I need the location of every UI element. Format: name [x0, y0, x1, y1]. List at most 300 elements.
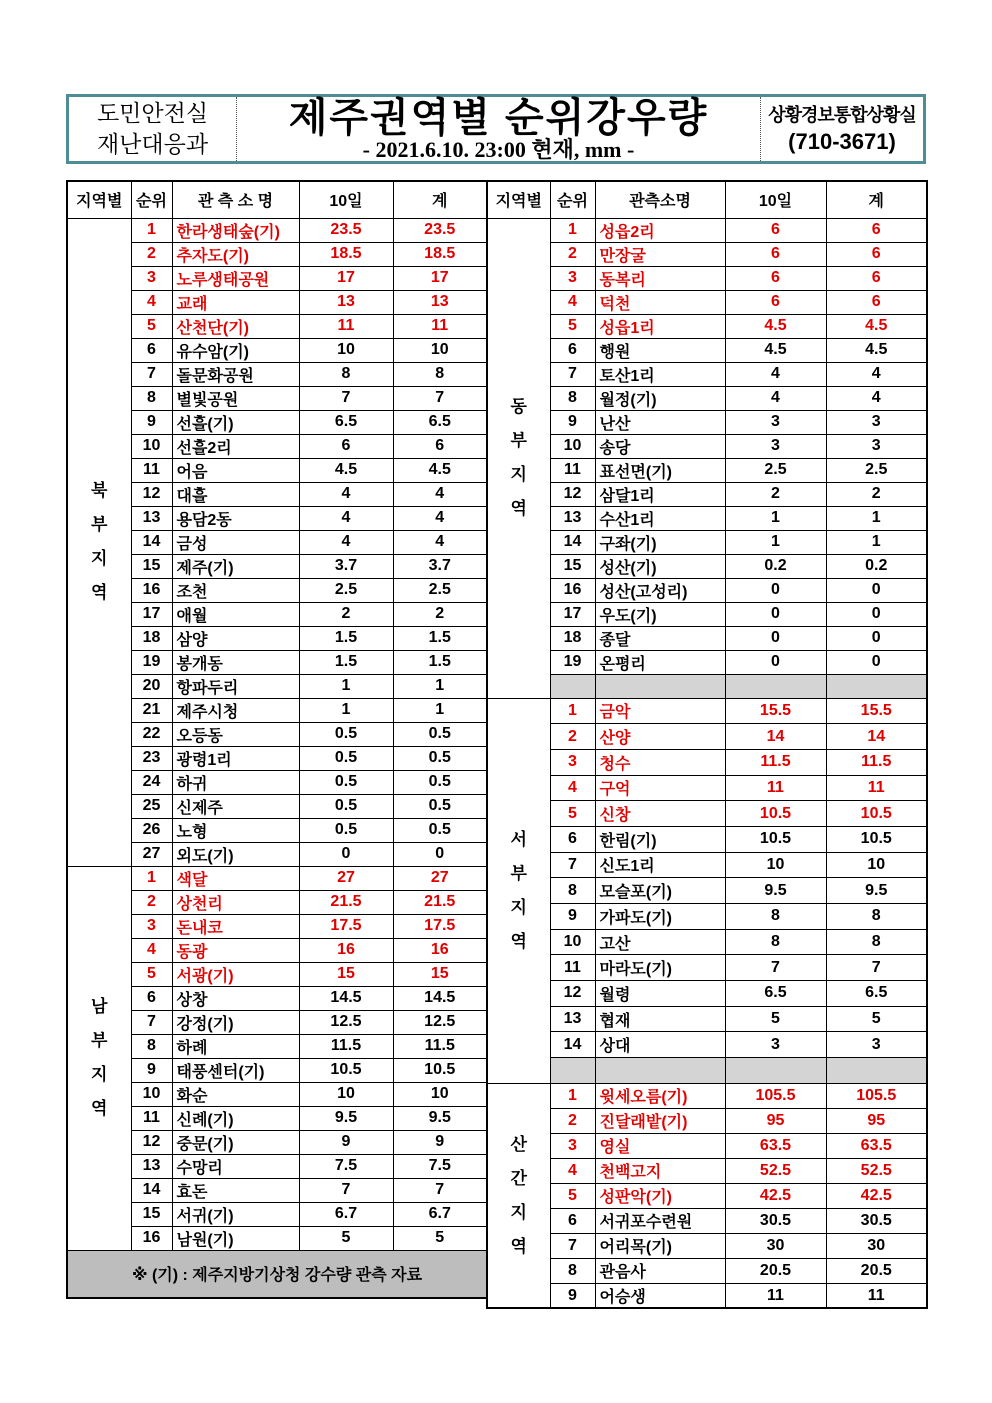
total-rainfall-cell: 2	[826, 482, 927, 506]
empty-cell	[550, 674, 595, 698]
rank-cell: 8	[550, 1258, 595, 1283]
day-rainfall-cell: 30	[725, 1233, 826, 1258]
total-rainfall-cell: 20.5	[826, 1258, 927, 1283]
day-rainfall-cell: 6	[725, 266, 826, 290]
station-name-cell: 대흘	[172, 482, 299, 506]
rank-cell: 15	[131, 1202, 172, 1226]
total-rainfall-cell: 3	[826, 410, 927, 434]
table-row	[487, 290, 927, 314]
total-rainfall-cell: 7	[826, 955, 927, 981]
rank-cell: 5	[550, 801, 595, 827]
total-rainfall-cell: 0.5	[393, 794, 487, 818]
rank-cell: 10	[131, 434, 172, 458]
right-rainfall-table	[486, 180, 928, 1309]
rank-cell: 14	[550, 530, 595, 554]
total-rainfall-cell: 0	[826, 626, 927, 650]
rank-cell: 10	[550, 434, 595, 458]
station-name-cell: 표선면(기)	[595, 458, 725, 482]
region-label	[487, 218, 550, 698]
region-char: 간	[510, 1168, 527, 1188]
rank-cell: 4	[131, 290, 172, 314]
station-name-cell: 마라도(기)	[595, 955, 725, 981]
day-rainfall-cell: 1	[725, 506, 826, 530]
total-rainfall-cell: 6.7	[393, 1202, 487, 1226]
station-name-cell: 산양	[595, 724, 725, 750]
rank-cell: 2	[131, 242, 172, 266]
table-row	[487, 530, 927, 554]
day-rainfall-cell: 1	[299, 674, 393, 698]
empty-cell	[550, 1058, 595, 1084]
day-rainfall-cell: 7	[725, 955, 826, 981]
table-row	[487, 1006, 927, 1032]
station-name-cell: 진달래밭(기)	[595, 1108, 725, 1133]
station-name-cell: 관음사	[595, 1258, 725, 1283]
empty-row	[487, 1058, 927, 1084]
total-rainfall-cell: 0	[826, 602, 927, 626]
rank-cell: 4	[550, 1158, 595, 1183]
rank-cell: 14	[131, 1178, 172, 1202]
table-row	[487, 1133, 927, 1158]
station-name-cell: 서귀포수련원	[595, 1208, 725, 1233]
day-rainfall-cell: 4	[299, 506, 393, 530]
rank-cell: 4	[550, 290, 595, 314]
rank-cell: 6	[550, 826, 595, 852]
rank-cell: 8	[550, 878, 595, 904]
rank-cell: 7	[550, 362, 595, 386]
rank-cell: 6	[131, 986, 172, 1010]
rank-cell: 13	[550, 506, 595, 530]
day-rainfall-cell: 2	[299, 602, 393, 626]
day-rainfall-cell: 4.5	[725, 338, 826, 362]
table-row	[487, 314, 927, 338]
region-char: 지	[510, 465, 527, 484]
station-name-cell: 금성	[172, 530, 299, 554]
region-char: 지	[510, 897, 527, 917]
station-name-cell: 성판악(기)	[595, 1183, 725, 1208]
rank-cell: 8	[131, 1034, 172, 1058]
station-name-cell: 한라생태숲(기)	[172, 218, 299, 242]
rank-cell: 2	[550, 1108, 595, 1133]
table-row	[487, 904, 927, 930]
station-name-cell: 돌문화공원	[172, 362, 299, 386]
empty-cell	[725, 674, 826, 698]
total-rainfall-cell: 2.5	[826, 458, 927, 482]
station-name-cell: 외도(기)	[172, 842, 299, 866]
source-note: ※ (기) : 제주지방기상청 강수량 관측 자료	[67, 1250, 487, 1298]
rank-cell: 12	[550, 981, 595, 1007]
total-rainfall-cell: 0	[826, 578, 927, 602]
total-rainfall-cell: 30	[826, 1233, 927, 1258]
region-label	[67, 866, 131, 1250]
station-name-cell: 하례	[172, 1034, 299, 1058]
station-name-cell: 상대	[595, 1032, 725, 1058]
station-name-cell: 성산(기)	[595, 554, 725, 578]
station-name-cell: 교래	[172, 290, 299, 314]
station-name-cell: 제주시청	[172, 698, 299, 722]
station-name-cell: 유수암(기)	[172, 338, 299, 362]
total-rainfall-cell: 3.7	[393, 554, 487, 578]
total-rainfall-cell: 4	[826, 386, 927, 410]
left-rainfall-table	[66, 180, 488, 1299]
station-name-cell: 신창	[595, 801, 725, 827]
day-rainfall-cell: 15.5	[725, 698, 826, 724]
empty-cell	[725, 1058, 826, 1084]
report-date: - 2021.6.10. 23:00 현재, mm -	[362, 137, 635, 162]
empty-cell	[595, 1058, 725, 1084]
rank-cell: 11	[131, 1106, 172, 1130]
day-rainfall-cell: 52.5	[725, 1158, 826, 1183]
region-char: 부	[91, 515, 108, 534]
rank-cell: 1	[550, 1083, 595, 1108]
table-row	[487, 626, 927, 650]
rank-cell: 12	[550, 482, 595, 506]
total-rainfall-cell: 10	[826, 852, 927, 878]
table-row	[487, 578, 927, 602]
table-row	[487, 338, 927, 362]
total-rainfall-cell: 14.5	[393, 986, 487, 1010]
region-char: 부	[91, 1031, 108, 1050]
day-rainfall-cell: 13	[299, 290, 393, 314]
table-row	[487, 775, 927, 801]
station-name-cell: 수망리	[172, 1154, 299, 1178]
day-rainfall-cell: 7	[299, 1178, 393, 1202]
total-rainfall-cell: 6.5	[393, 410, 487, 434]
station-name-cell: 종달	[595, 626, 725, 650]
rank-cell: 19	[550, 650, 595, 674]
day-rainfall-cell: 14	[725, 724, 826, 750]
table-row	[487, 506, 927, 530]
rank-cell: 11	[550, 955, 595, 981]
region-char: 남	[91, 997, 108, 1016]
day-rainfall-cell: 95	[725, 1108, 826, 1133]
station-name-cell: 고산	[595, 929, 725, 955]
rank-cell: 18	[131, 626, 172, 650]
rank-cell: 24	[131, 770, 172, 794]
day-rainfall-cell: 0	[725, 650, 826, 674]
rank-cell: 14	[131, 530, 172, 554]
total-rainfall-cell: 8	[826, 904, 927, 930]
total-rainfall-cell: 11	[826, 1283, 927, 1308]
day-rainfall-cell: 3	[725, 410, 826, 434]
day-rainfall-cell: 42.5	[725, 1183, 826, 1208]
rank-cell: 9	[131, 1058, 172, 1082]
rank-cell: 3	[550, 749, 595, 775]
table-row	[487, 266, 927, 290]
rank-cell: 7	[550, 1233, 595, 1258]
region-char: 역	[91, 583, 108, 602]
total-rainfall-cell: 27	[393, 866, 487, 890]
station-name-cell: 오등동	[172, 722, 299, 746]
total-rainfall-cell: 30.5	[826, 1208, 927, 1233]
total-rainfall-cell: 11.5	[826, 749, 927, 775]
table-row	[487, 1158, 927, 1183]
rank-cell: 4	[550, 775, 595, 801]
total-rainfall-cell: 17	[393, 266, 487, 290]
station-name-cell: 화순	[172, 1082, 299, 1106]
station-name-cell: 행원	[595, 338, 725, 362]
station-name-cell: 강정(기)	[172, 1010, 299, 1034]
station-name-cell: 추자도(기)	[172, 242, 299, 266]
station-name-cell: 가파도(기)	[595, 904, 725, 930]
station-name-cell: 용담2동	[172, 506, 299, 530]
station-name-cell: 하귀	[172, 770, 299, 794]
total-rainfall-cell: 63.5	[826, 1133, 927, 1158]
station-name-cell: 서광(기)	[172, 962, 299, 986]
total-rainfall-cell: 5	[393, 1226, 487, 1250]
day-rainfall-cell: 0.5	[299, 746, 393, 770]
table-row	[487, 724, 927, 750]
day-rainfall-cell: 6.5	[299, 410, 393, 434]
day-rainfall-cell: 6	[725, 218, 826, 242]
day-rainfall-cell: 0	[725, 626, 826, 650]
total-rainfall-cell: 1.5	[393, 626, 487, 650]
total-rainfall-cell: 6	[393, 434, 487, 458]
day-rainfall-cell: 16	[299, 938, 393, 962]
rank-cell: 1	[131, 866, 172, 890]
day-rainfall-cell: 11	[725, 775, 826, 801]
region-char: 서	[510, 829, 527, 849]
rank-cell: 3	[131, 266, 172, 290]
rank-cell: 19	[131, 650, 172, 674]
rank-cell: 16	[131, 578, 172, 602]
total-rainfall-cell: 1	[393, 674, 487, 698]
total-rainfall-cell: 10	[393, 1082, 487, 1106]
table-row	[487, 1283, 927, 1308]
total-rainfall-cell: 10.5	[826, 801, 927, 827]
day-rainfall-cell: 4	[299, 482, 393, 506]
day-rainfall-cell: 105.5	[725, 1083, 826, 1108]
day-rainfall-cell: 0.5	[299, 722, 393, 746]
total-rainfall-cell: 17.5	[393, 914, 487, 938]
phone-number: (710-3671)	[788, 129, 896, 154]
rank-cell: 16	[131, 1226, 172, 1250]
total-rainfall-cell: 7	[393, 1178, 487, 1202]
col-total: 계	[393, 181, 487, 218]
col-rank: 순위	[550, 181, 595, 218]
day-rainfall-cell: 9.5	[299, 1106, 393, 1130]
day-rainfall-cell: 2.5	[299, 578, 393, 602]
total-rainfall-cell: 12.5	[393, 1010, 487, 1034]
station-name-cell: 수산1리	[595, 506, 725, 530]
table-row	[487, 482, 927, 506]
station-name-cell: 동광	[172, 938, 299, 962]
table-row	[487, 218, 927, 242]
station-name-cell: 효돈	[172, 1178, 299, 1202]
rank-cell: 1	[131, 218, 172, 242]
total-rainfall-cell: 5	[826, 1006, 927, 1032]
right-header-row	[487, 181, 927, 218]
rank-cell: 9	[550, 410, 595, 434]
table-row	[487, 242, 927, 266]
day-rainfall-cell: 0	[299, 842, 393, 866]
station-name-cell: 청수	[595, 749, 725, 775]
table-row	[487, 434, 927, 458]
day-rainfall-cell: 17.5	[299, 914, 393, 938]
total-rainfall-cell: 9.5	[393, 1106, 487, 1130]
total-rainfall-cell: 18.5	[393, 242, 487, 266]
day-rainfall-cell: 30.5	[725, 1208, 826, 1233]
rank-cell: 9	[550, 1283, 595, 1308]
station-name-cell: 성산(고성리)	[595, 578, 725, 602]
region-label	[487, 698, 550, 1083]
day-rainfall-cell: 0.5	[299, 818, 393, 842]
page-title: 제주권역별 순위강우량	[288, 96, 709, 140]
day-rainfall-cell: 0.2	[725, 554, 826, 578]
org-line1: 도민안전실	[96, 100, 209, 126]
rank-cell: 10	[131, 1082, 172, 1106]
table-row	[487, 929, 927, 955]
total-rainfall-cell: 15	[393, 962, 487, 986]
total-rainfall-cell: 105.5	[826, 1083, 927, 1108]
station-name-cell: 선흘2리	[172, 434, 299, 458]
table-row	[487, 878, 927, 904]
total-rainfall-cell: 0.5	[393, 770, 487, 794]
day-rainfall-cell: 11	[725, 1283, 826, 1308]
total-rainfall-cell: 95	[826, 1108, 927, 1133]
station-name-cell: 상천리	[172, 890, 299, 914]
rank-cell: 7	[131, 362, 172, 386]
total-rainfall-cell: 11.5	[393, 1034, 487, 1058]
total-rainfall-cell: 52.5	[826, 1158, 927, 1183]
day-rainfall-cell: 11.5	[299, 1034, 393, 1058]
rank-cell: 17	[550, 602, 595, 626]
station-name-cell: 남원(기)	[172, 1226, 299, 1250]
col-day: 10일	[725, 181, 826, 218]
day-rainfall-cell: 2	[725, 482, 826, 506]
table-row	[487, 362, 927, 386]
org-block	[69, 97, 237, 161]
region-char: 동	[510, 397, 527, 416]
empty-cell	[595, 674, 725, 698]
total-rainfall-cell: 4.5	[826, 338, 927, 362]
station-name-cell: 신제주	[172, 794, 299, 818]
day-rainfall-cell: 10.5	[725, 826, 826, 852]
day-rainfall-cell: 5	[299, 1226, 393, 1250]
table-row	[487, 1108, 927, 1133]
table-row	[487, 1233, 927, 1258]
rank-cell: 1	[550, 218, 595, 242]
day-rainfall-cell: 9.5	[725, 878, 826, 904]
total-rainfall-cell: 4.5	[393, 458, 487, 482]
total-rainfall-cell: 0.2	[826, 554, 927, 578]
region-char: 지	[510, 1202, 527, 1222]
day-rainfall-cell: 6	[725, 242, 826, 266]
empty-cell	[826, 674, 927, 698]
col-station: 관 측 소 명	[172, 181, 299, 218]
rank-cell: 15	[131, 554, 172, 578]
note-row	[67, 1250, 487, 1298]
total-rainfall-cell: 3	[826, 434, 927, 458]
region-char: 지	[91, 1065, 108, 1084]
table-row	[487, 1032, 927, 1058]
station-name-cell: 영실	[595, 1133, 725, 1158]
total-rainfall-cell: 10	[393, 338, 487, 362]
table-row	[487, 410, 927, 434]
rank-cell: 3	[131, 914, 172, 938]
col-station: 관측소명	[595, 181, 725, 218]
region-char: 산	[510, 1134, 527, 1154]
table-row	[487, 1258, 927, 1283]
rank-cell: 26	[131, 818, 172, 842]
rank-cell: 7	[131, 1010, 172, 1034]
rank-cell: 21	[131, 698, 172, 722]
station-name-cell: 구좌(기)	[595, 530, 725, 554]
station-name-cell: 만장굴	[595, 242, 725, 266]
rank-cell: 11	[550, 458, 595, 482]
rank-cell: 7	[550, 852, 595, 878]
day-rainfall-cell: 27	[299, 866, 393, 890]
total-rainfall-cell: 10.5	[393, 1058, 487, 1082]
day-rainfall-cell: 6	[299, 434, 393, 458]
region-char: 역	[510, 1236, 527, 1256]
region-char: 지	[91, 549, 108, 568]
day-rainfall-cell: 4	[299, 530, 393, 554]
total-rainfall-cell: 13	[393, 290, 487, 314]
rank-cell: 8	[131, 386, 172, 410]
table-row	[487, 698, 927, 724]
station-name-cell: 별빛공원	[172, 386, 299, 410]
station-name-cell: 천백고지	[595, 1158, 725, 1183]
day-rainfall-cell: 9	[299, 1130, 393, 1154]
rank-cell: 6	[131, 338, 172, 362]
table-row	[67, 218, 487, 242]
total-rainfall-cell: 8	[826, 929, 927, 955]
table-row	[67, 866, 487, 890]
empty-row	[487, 674, 927, 698]
total-rainfall-cell: 16	[393, 938, 487, 962]
table-row	[487, 955, 927, 981]
station-name-cell: 토산1리	[595, 362, 725, 386]
rank-cell: 13	[131, 506, 172, 530]
table-row	[487, 602, 927, 626]
station-name-cell: 어승생	[595, 1283, 725, 1308]
station-name-cell: 월정(기)	[595, 386, 725, 410]
total-rainfall-cell: 4	[393, 530, 487, 554]
station-name-cell: 우도(기)	[595, 602, 725, 626]
rank-cell: 12	[131, 482, 172, 506]
day-rainfall-cell: 4.5	[299, 458, 393, 482]
table-row	[487, 826, 927, 852]
total-rainfall-cell: 9	[393, 1130, 487, 1154]
right-table-body	[487, 218, 927, 1308]
total-rainfall-cell: 2	[393, 602, 487, 626]
station-name-cell: 산천단(기)	[172, 314, 299, 338]
total-rainfall-cell: 23.5	[393, 218, 487, 242]
left-table-body	[67, 218, 487, 1298]
day-rainfall-cell: 12.5	[299, 1010, 393, 1034]
table-row	[487, 650, 927, 674]
station-name-cell: 어음	[172, 458, 299, 482]
total-rainfall-cell: 8	[393, 362, 487, 386]
station-name-cell: 협재	[595, 1006, 725, 1032]
day-rainfall-cell: 17	[299, 266, 393, 290]
rank-cell: 18	[550, 626, 595, 650]
day-rainfall-cell: 4	[725, 362, 826, 386]
total-rainfall-cell: 0.5	[393, 746, 487, 770]
station-name-cell: 항파두리	[172, 674, 299, 698]
rank-cell: 4	[131, 938, 172, 962]
total-rainfall-cell: 4	[393, 506, 487, 530]
total-rainfall-cell: 6	[826, 242, 927, 266]
col-total: 계	[826, 181, 927, 218]
rank-cell: 5	[131, 314, 172, 338]
station-name-cell: 온평리	[595, 650, 725, 674]
day-rainfall-cell: 63.5	[725, 1133, 826, 1158]
total-rainfall-cell: 0	[393, 842, 487, 866]
total-rainfall-cell: 0	[826, 650, 927, 674]
rank-cell: 6	[550, 1208, 595, 1233]
rank-cell: 5	[131, 962, 172, 986]
